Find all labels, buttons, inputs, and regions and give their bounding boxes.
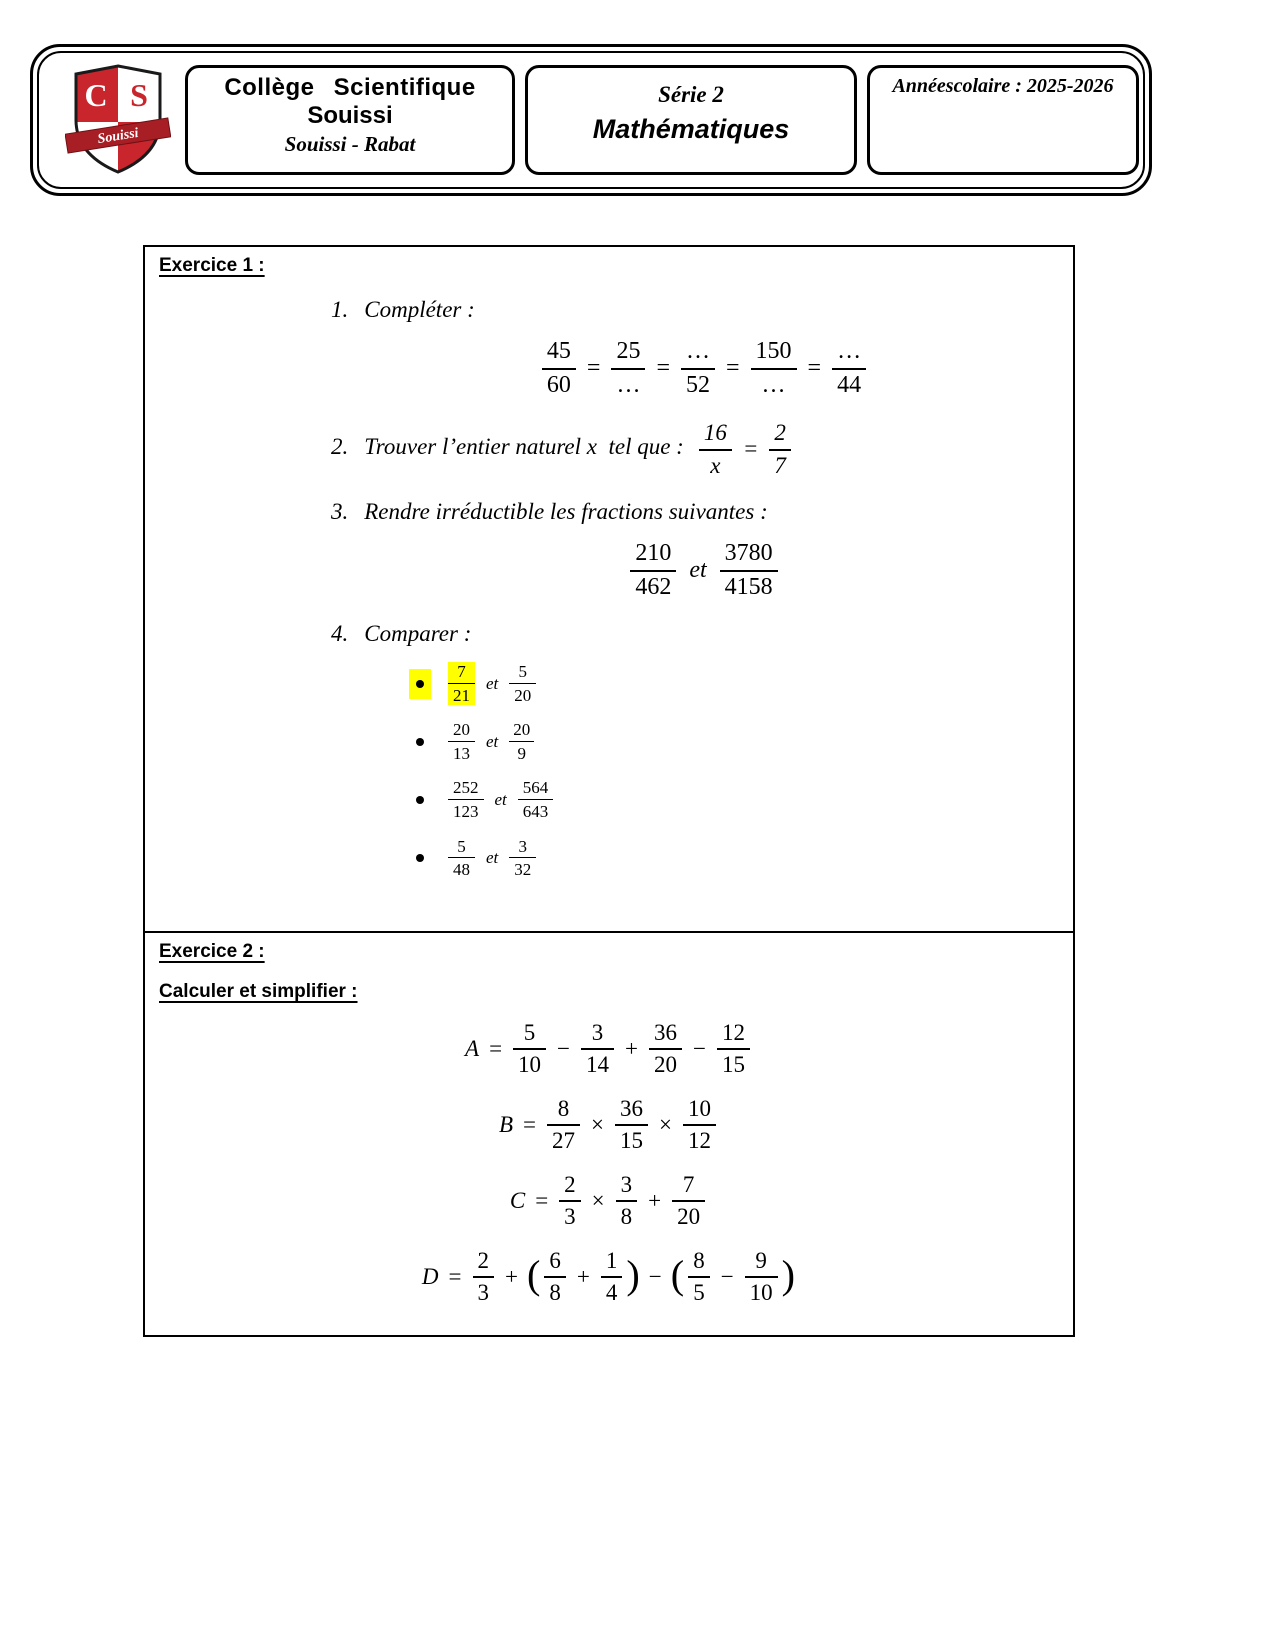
item-3-number: 3. <box>331 499 349 525</box>
fraction <box>513 1019 546 1079</box>
denominator: 13 <box>453 743 470 763</box>
fraction <box>542 337 576 399</box>
fraction <box>581 1019 614 1079</box>
denominator: 123 <box>453 801 479 821</box>
numerator: 20 <box>448 720 475 742</box>
school-name-box <box>185 65 515 175</box>
exercise-1-section <box>143 245 1075 933</box>
numerator: 2 <box>769 419 791 450</box>
denominator: 48 <box>453 860 470 880</box>
equation-C <box>159 1171 1059 1231</box>
operator: = <box>742 436 759 462</box>
denominator: 4 <box>605 1280 618 1306</box>
variable: D <box>421 1263 439 1289</box>
connector-word: et <box>689 556 707 583</box>
numerator: 45 <box>542 337 576 370</box>
variable: A <box>465 1035 480 1061</box>
exercise-2-title: Exercice 2 : <box>159 941 265 962</box>
parenthesis: ( <box>670 1252 685 1298</box>
equation-B <box>159 1095 1059 1155</box>
denominator: x <box>710 452 721 478</box>
operator: + <box>505 1263 518 1289</box>
fraction <box>448 778 484 821</box>
fraction <box>615 1095 648 1155</box>
compare-pair-1 <box>409 662 1059 705</box>
denominator: … <box>761 371 786 398</box>
header-frame <box>37 51 1145 189</box>
operator: = <box>535 1187 549 1213</box>
fraction <box>832 337 866 399</box>
numerator: 2 <box>473 1247 495 1278</box>
operator: × <box>659 1111 672 1137</box>
fraction <box>751 337 797 399</box>
bullet-dot-icon <box>416 680 424 688</box>
numerator: 25 <box>611 337 645 370</box>
operator: + <box>625 1035 639 1061</box>
fraction <box>559 1171 581 1231</box>
denominator: 3 <box>564 1204 576 1230</box>
equation-D <box>159 1247 1059 1307</box>
numerator: 12 <box>717 1019 750 1050</box>
bullet-dot-icon <box>416 738 424 746</box>
numerator: 7 <box>672 1171 705 1202</box>
numerator: 9 <box>745 1247 778 1278</box>
denominator: 20 <box>677 1204 701 1230</box>
fraction <box>544 1247 566 1307</box>
parenthesis: ) <box>781 1252 796 1298</box>
denominator: 5 <box>693 1280 705 1306</box>
compare-pair-4-fractions <box>445 837 539 880</box>
operator: + <box>648 1187 662 1213</box>
fraction <box>611 337 645 399</box>
fraction <box>518 778 554 821</box>
fraction <box>681 337 715 399</box>
numerator: 10 <box>683 1095 716 1126</box>
parenthesis: ( <box>527 1252 541 1298</box>
fraction <box>509 837 536 880</box>
numerator: 1 <box>601 1247 623 1278</box>
denominator: 15 <box>722 1052 745 1078</box>
numerator: 210 <box>630 539 676 572</box>
numerator: 5 <box>513 1019 546 1050</box>
school-location: Souissi - Rabat <box>284 132 416 156</box>
equation-A <box>159 1019 1059 1079</box>
numerator: 3 <box>581 1019 614 1050</box>
fraction <box>630 539 676 601</box>
variable: B <box>498 1111 514 1137</box>
denominator: 44 <box>837 371 862 398</box>
item-1-text: Compléter : <box>364 297 475 322</box>
numerator: 36 <box>615 1095 648 1126</box>
fraction <box>509 662 536 705</box>
numerator: 7 <box>448 662 475 684</box>
denominator: 7 <box>774 452 786 478</box>
denominator: 32 <box>514 860 532 880</box>
item-1-number: 1. <box>331 297 349 322</box>
item-4-text: Comparer : <box>364 621 472 647</box>
numerator: 5 <box>448 837 475 859</box>
connector-word: et <box>486 673 499 693</box>
denominator: 27 <box>552 1128 576 1154</box>
denominator: 9 <box>517 743 527 763</box>
denominator: 14 <box>586 1052 610 1078</box>
operator: + <box>576 1263 590 1289</box>
numerator: 20 <box>509 720 534 742</box>
bullet-dot <box>409 843 431 873</box>
operator: − <box>557 1035 571 1061</box>
numerator: 3 <box>616 1171 638 1202</box>
numerator: 6 <box>544 1247 566 1278</box>
fraction <box>720 539 778 601</box>
numerator: 252 <box>448 778 484 800</box>
fraction <box>672 1171 705 1231</box>
denominator: … <box>616 371 641 398</box>
logo-letter-s: S <box>130 77 148 113</box>
item-2-text: Trouver l’entier naturel x tel que : <box>364 434 684 460</box>
shield-logo-icon <box>65 62 171 178</box>
compare-pair-2 <box>409 720 1059 763</box>
equation-trouver-x <box>696 419 794 479</box>
denominator: 20 <box>654 1052 678 1078</box>
numerator: 8 <box>547 1095 580 1126</box>
numerator: 16 <box>699 419 732 450</box>
compare-pair-1-fractions <box>445 662 539 705</box>
equation-completer <box>159 337 1059 399</box>
fraction <box>448 662 475 705</box>
denominator: 15 <box>620 1128 644 1154</box>
variable: C <box>509 1187 526 1213</box>
operator: = <box>726 354 740 381</box>
logo-letter-c: C <box>84 77 108 113</box>
numerator: 36 <box>649 1019 682 1050</box>
compare-pair-4 <box>409 837 1059 880</box>
operator: − <box>648 1263 662 1289</box>
equation-irreductible <box>159 539 1059 601</box>
compare-pair-3-fractions <box>445 778 556 821</box>
exercise-1-item-1 <box>331 297 1059 323</box>
denominator: 12 <box>688 1128 711 1154</box>
fraction <box>547 1095 580 1155</box>
numerator: 3780 <box>720 539 778 572</box>
denominator: 462 <box>635 573 672 600</box>
numerator: 5 <box>509 662 536 684</box>
operator: = <box>448 1263 462 1289</box>
exercise-1-item-4 <box>331 621 1059 647</box>
denominator: 60 <box>546 371 571 398</box>
parenthesis: ) <box>626 1252 640 1298</box>
denominator: 4158 <box>724 573 773 600</box>
denominator: 20 <box>514 685 532 705</box>
exercise-1-item-3 <box>331 499 1059 525</box>
operator: × <box>591 1187 605 1213</box>
subject-label: Mathématiques <box>592 114 790 144</box>
connector-word: et <box>486 731 499 751</box>
denominator: 8 <box>549 1280 561 1306</box>
numerator: 8 <box>688 1247 710 1278</box>
denominator: 21 <box>453 685 470 705</box>
fraction <box>649 1019 682 1079</box>
operator: = <box>807 354 822 381</box>
item-3-text: Rendre irréductible les fractions suivantes : <box>364 499 768 525</box>
denominator: 3 <box>477 1280 490 1306</box>
series-label: Série 2 <box>658 82 724 107</box>
fraction <box>448 837 475 880</box>
school-logo <box>65 62 171 178</box>
document-header <box>30 44 1152 196</box>
operator: = <box>656 354 670 381</box>
denominator: 52 <box>686 371 710 398</box>
series-box <box>525 65 857 175</box>
operator: = <box>586 354 601 381</box>
fraction <box>699 419 732 479</box>
fraction <box>688 1247 710 1307</box>
fraction <box>616 1171 638 1231</box>
numerator: 564 <box>518 778 554 800</box>
item-4-number: 4. <box>331 621 349 647</box>
bullet-dot-icon <box>416 854 424 862</box>
connector-word: et <box>486 848 499 868</box>
item-2-number: 2. <box>331 434 349 460</box>
denominator: 8 <box>620 1204 633 1230</box>
numerator: … <box>681 337 715 370</box>
compare-pair-2-fractions <box>445 720 537 763</box>
exercise-1-title: Exercice 1 : <box>159 255 265 276</box>
numerator: … <box>832 337 866 370</box>
fraction <box>473 1247 495 1307</box>
fraction <box>745 1247 778 1307</box>
school-year-label: Annéescolaire : 2025-2026 <box>892 75 1114 97</box>
exercise-2-section <box>143 931 1075 1337</box>
school-year-box <box>867 65 1139 175</box>
bullet-dot <box>409 727 431 757</box>
numerator: 150 <box>751 337 797 370</box>
denominator: 10 <box>518 1052 542 1078</box>
operator: − <box>720 1263 734 1289</box>
bullet-dot <box>409 785 431 815</box>
exercise-1-item-2 <box>331 419 1059 479</box>
operator: − <box>693 1035 706 1061</box>
denominator: 643 <box>522 801 549 821</box>
school-name-line2: Souissi <box>307 102 393 129</box>
fraction <box>448 720 475 763</box>
compare-pair-3 <box>409 778 1059 821</box>
school-name-line1: Collège Scientifique <box>224 74 476 101</box>
fraction <box>683 1095 716 1155</box>
bullet-dot-icon <box>416 796 424 804</box>
fraction <box>601 1247 623 1307</box>
fraction <box>769 419 791 479</box>
numerator: 3 <box>509 837 536 859</box>
operator: × <box>591 1111 605 1137</box>
denominator: 10 <box>749 1280 773 1306</box>
exercise-2-subtitle: Calculer et simplifier : <box>159 981 358 1002</box>
fraction <box>509 720 534 763</box>
fraction <box>717 1019 750 1079</box>
connector-word: et <box>494 789 507 809</box>
bullet-dot <box>409 669 431 699</box>
operator: = <box>489 1035 503 1061</box>
operator: = <box>523 1111 537 1137</box>
logo-banner-text: Souissi <box>96 125 140 148</box>
numerator: 2 <box>559 1171 581 1202</box>
